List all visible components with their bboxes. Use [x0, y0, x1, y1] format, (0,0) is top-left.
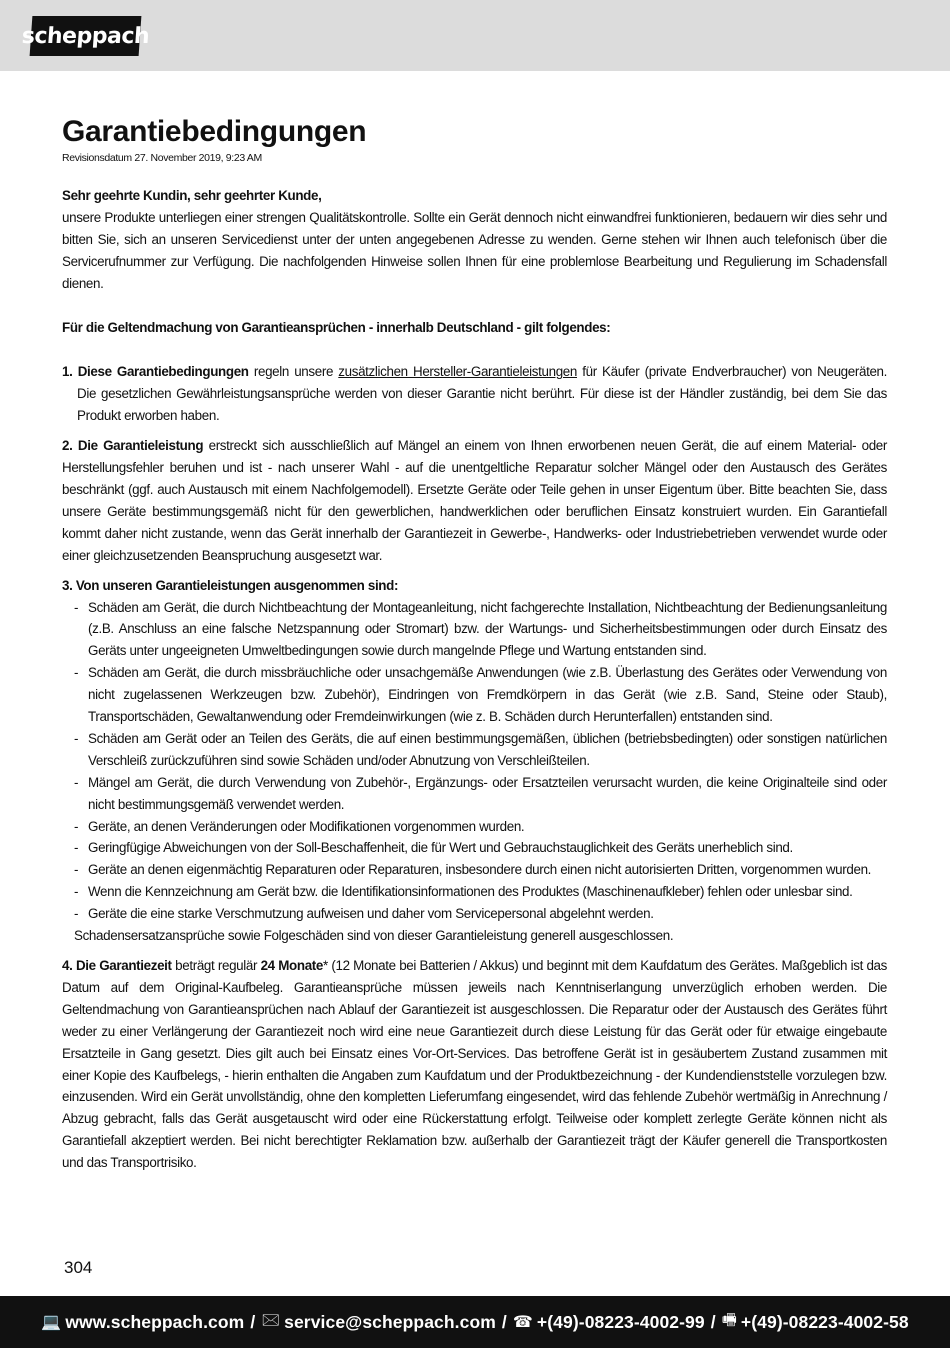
page-title: Garantiebedingungen	[62, 115, 367, 148]
intro-paragraph: unsere Produkte unterliegen einer strengen Qualitätskontrolle. Sollte ein Gerät dennoch nicht einwandfrei funktionieren, bedauern wir dies sehr und bitten Sie, sich an unseren Servicedienst unter der unten angegebenen Adresse zu wenden. Gerne stehen wir Ihnen auch telefonisch über die Servicerufnummer zur Verfügung. Die nachfolgenden Hinweise sollen Ihnen für eine problemlose Bearbeitung und Regulierung im Schadensfall dienen.	[62, 209, 887, 291]
section-1	[62, 361, 887, 427]
section-3-closing: Schadensersatzansprüche sowie Folgeschäden sind von dieser Garantieleistung generell ausgeschlossen.	[74, 928, 674, 944]
list-item: - Geräte die eine starke Verschmutzung aufweisen und daher vom Servicepersonal abgelehnt werden.	[62, 903, 887, 925]
contact-footer	[0, 1296, 950, 1348]
separator: /	[710, 1311, 716, 1332]
section-2	[62, 435, 887, 566]
section-3-heading	[62, 575, 887, 597]
section-2-text: erstreckt sich ausschließlich auf Mängel an einem von Ihnen erworbenen neuen Gerät, die auf einem Material- oder Herstellungsfehler beruhen und ist - nach unserer Wahl - auf die unentgeltliche Reparatur solcher Mängel oder den Austausch des Gerätes beschränkt (ggf. auch Austausch mit einem Nachfolgemodell). Ersetzte Geräte oder Teile gehen in unser Eigentum über. Bitte beachten Sie, dass unsere Geräte bestimmungsgemäß nicht für den gewerblichen, handwerklichen oder beruflichen Einsatz konstruiert wurden. Ein Garantiefall kommt daher nicht zustande, wenn das Gerät innerhalb der Garantiezeit in Gewerbe-, Handwerks- oder Industriebetrieben verwendet wurde oder einer gleichzusetzenden Beanspruchung ausgesetzt war.	[62, 438, 888, 563]
computer-icon: 💻	[41, 1314, 62, 1331]
list-item: - Mängel am Gerät, die durch Verwendung von Zubehör-, Ergänzungs- oder Ersatzteilen verursacht wurden, die keine Originalteile sind oder nicht bestimmungsgemäß verwendet werden.	[62, 772, 887, 816]
list-item: - Schäden am Gerät, die durch Nichtbeachtung der Montageanleitung, nicht fachgerechte Installation, Nichtbeachtung der Bedienungsanleitung (z.B. Anschluss an eine falsche Netzspannung oder Stromart) bzw. der Wartungs- und Sicherheitsbestimmungen oder durch Einsatz des Geräts unter ungeeigneten Umweltbedingungen sowie durch mangelnde Pflege und Wartung entstanden sind.	[62, 597, 887, 663]
section-4-text-b: * (12 Monate bei Batterien / Akkus) und beginnt mit dem Kaufdatum des Gerätes. Maßgeblich ist das Datum auf dem Original-Kaufbeleg. Garantieansprüche müssen jeweils nach Kenntniserlangung unverzüglich erhoben werden. Die Geltendmachung von Garantieansprüchen nach Ablauf der Garantiezeit ist ausgeschlossen. Die Reparatur oder der Austausch des Gerätes führt weder zu einer Verlängerung der Garantiezeit noch wird eine neue Garantiezeit durch diese Leistung für das Gerät oder für etwaige eingebaute Ersatzteile in Gang gesetzt. Dies gilt auch bei Einsatz eines Vor-Ort-Services. Das betroffene Gerät ist in gesäubertem Zustand zusammen mit einer Kopie des Kaufbelegs, - hierin enthalten die Angaben zum Kaufdatum und der Produktbezeichnung - der Kundendienststelle vorzulegen bzw. einzusenden. Wird ein Gerät unvollständig, ohne den kompletten Lieferumfang eingesendet, wird das fehlende Zubehör wertmäßig in Anrechnung / Abzug gebracht, falls das Gerät ausgetauscht wird oder eine Rückerstattung erfolgt. Teilweise oder komplett zerlegte Geräte können nicht als Garantiefall akzeptiert werden. Bei nicht berechtigter Reklamation bzw. außerhalb der Garantiezeit trägt der Käufer generell die Transportkosten und das Transportrisiko.	[62, 958, 887, 1171]
list-item: - Schäden am Gerät oder an Teilen des Geräts, die auf einen bestimmungsgemäßen, üblichen (betriebsbedingten) oder sonstigen natürlichen Verschleiß zurückzuführen sind sowie Schäden und/oder Abnutzung von Verschleißteilen.	[62, 728, 887, 772]
phone-icon: ☎	[512, 1314, 533, 1331]
section-1-lead: 1. Diese Garantiebedingungen	[62, 364, 249, 380]
section-2-lead: 2. Die Garantieleistung	[62, 438, 204, 454]
section-1-text-a: regeln unsere	[248, 364, 339, 380]
fax-icon: 🖷	[721, 1311, 737, 1329]
section-3-heading-text: 3. Von unseren Garantieleistungen ausgenommen sind:	[62, 577, 399, 593]
website-link[interactable]: www.scheppach.com	[65, 1311, 245, 1332]
separator: /	[250, 1311, 256, 1332]
section-subheading: Für die Geltendmachung von Garantieansprüchen - innerhalb Deutschland - gilt folgendes:	[62, 319, 611, 335]
list-item: - Wenn die Kennzeichnung am Gerät bzw. die Identifikationsinformationen des Produktes (Maschinenaufkleber) fehlen oder unlesbar sind.	[62, 881, 887, 903]
section-4	[62, 955, 887, 1174]
page-number: 304	[64, 1258, 93, 1277]
page-header	[0, 0, 950, 71]
fax-number: +(49)-08223-4002-58	[740, 1311, 909, 1332]
section-4-lead: 4. Die Garantiezeit	[62, 958, 172, 973]
email-link[interactable]: service@scheppach.com	[284, 1311, 496, 1332]
greeting: Sehr geehrte Kundin, sehr geehrter Kunde,	[62, 188, 322, 203]
list-item: - Geringfügige Abweichungen von der Soll-Beschaffenheit, die für Wert und Gebrauchstauglichkeit des Geräts unerheblich sind.	[62, 837, 887, 859]
document-body	[62, 112, 887, 1174]
list-item: - Schäden am Gerät, die durch missbräuchliche oder unsachgemäße Anwendungen (wie z.B. Überlastung des Gerätes oder Verwendung von nicht zugelassenen Werkzeugen bzw. Zubehör), Eindringen von Fremdkörpern in das Gerät (wie z.B. Sand, Steine oder Staub), Transportschäden, Gewaltanwendung oder Fremdeinwirkungen (wie z. B. Schäden durch Herunterfallen) entstanden sind.	[62, 662, 887, 728]
revision-date: Revisionsdatum 27. November 2019, 9:23 AM	[62, 152, 262, 164]
section-4-period: 24 Monate	[260, 958, 324, 973]
section-4-text-a: beträgt regulär	[171, 958, 261, 973]
section-1-underlined: zusätzlichen Hersteller-Garantieleistungen	[338, 364, 578, 380]
scheppach-logo: scheppach	[30, 16, 142, 56]
phone-number[interactable]: +(49)-08223-4002-99	[536, 1311, 705, 1332]
list-item: - Geräte an denen eigenmächtig Reparaturen oder Reparaturen, insbesondere durch einen nicht autorisierten Dritten, vorgenommen wurden.	[62, 859, 887, 881]
section-1-text-b: für Käufer (private Endverbraucher) von Neugeräten. Die gesetzlichen Gewährleistungsansprüche werden von dieser Garantie nicht berührt. Für diese ist der Händler zuständig, bei dem Sie das Produkt erworben haben.	[77, 364, 888, 424]
separator: /	[501, 1311, 507, 1332]
exclusions-list	[62, 597, 887, 926]
mail-icon: 🖂	[261, 1311, 281, 1329]
list-item: - Geräte, an denen Veränderungen oder Modifikationen vorgenommen wurden.	[62, 816, 887, 838]
